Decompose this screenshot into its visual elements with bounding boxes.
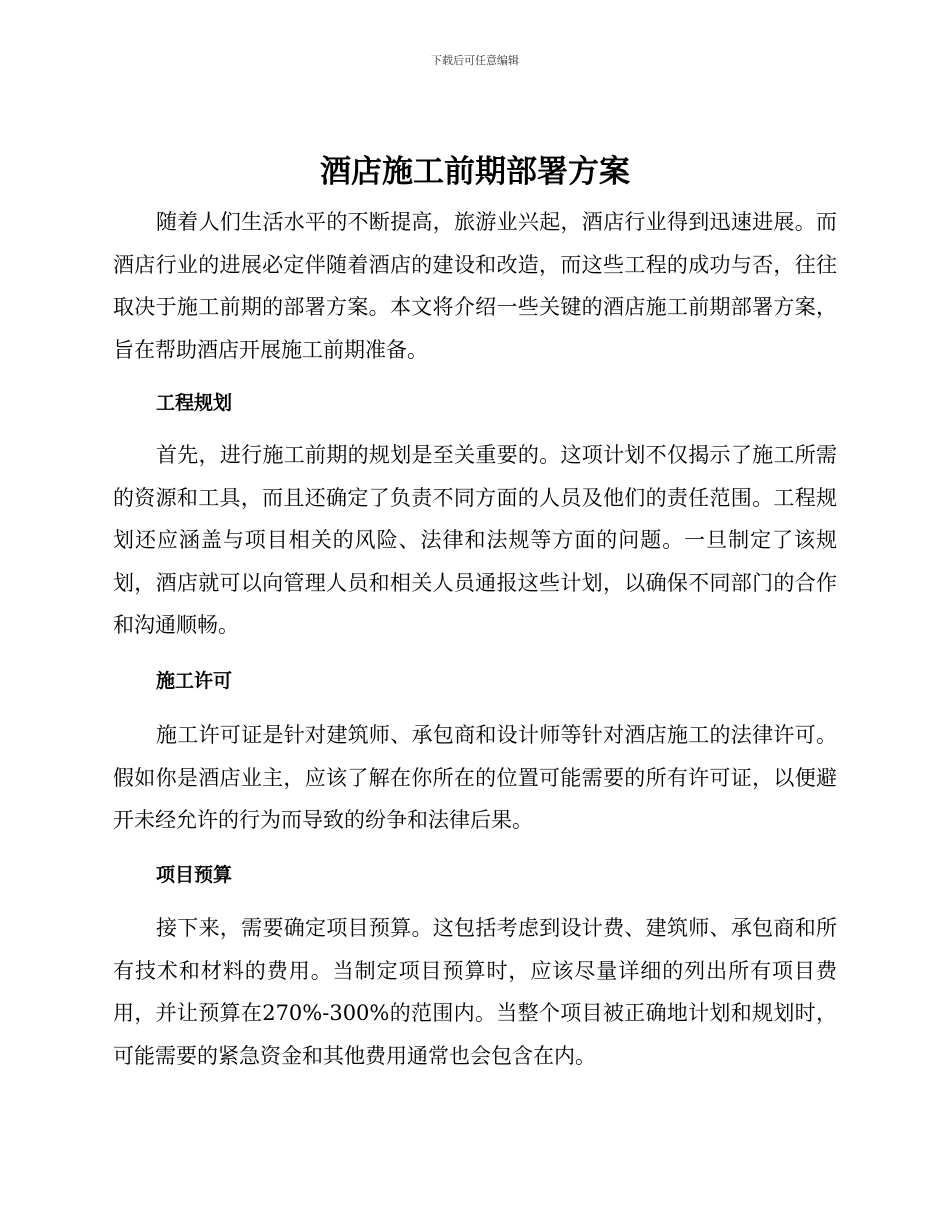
- section-heading-project-planning: 工程规划: [156, 392, 233, 414]
- document-title: 酒店施工前期部署方案: [320, 154, 630, 190]
- page-header-note: 下载后可任意编辑: [431, 54, 519, 67]
- section-body-construction-permit: 施工许可证是针对建筑师、承包商和设计师等针对酒店施工的法律许可。假如你是酒店业主，应该了解在你所在的位置可能需要的所有许可证，以便避开未经允许的行为而导致的纷争和法律后果。: [113, 723, 837, 832]
- section-heading-construction-permit: 施工许可: [156, 670, 233, 692]
- section-heading-project-budget: 项目预算: [156, 864, 233, 886]
- intro-paragraph: 随着人们生活水平的不断提高，旅游业兴起，酒店行业得到迅速进展。而酒店行业的进展必定伴随着酒店的建设和改造，而这些工程的成功与否，往往取决于施工前期的部署方案。本文将介绍一些关键的酒店施工前期部署方案，旨在帮助酒店开展施工前期准备。: [113, 210, 837, 362]
- section-body-project-budget: 接下来，需要确定项目预算。这包括考虑到设计费、建筑师、承包商和所有技术和材料的费用。当制定项目预算时，应该尽量详细的列出所有项目费用，并让预算在270%-300%的范围内。当整个项目被正确地计划和规划时，可能需要的紧急资金和其他费用通常也会包含在内。: [113, 916, 837, 1068]
- section-body-project-planning: 首先，进行施工前期的规划是至关重要的。这项计划不仅揭示了施工所需的资源和工具，而且还确定了负责不同方面的人员及他们的责任范围。工程规划还应涵盖与项目相关的风险、法律和法规等方面的问题。一旦制定了该规划，酒店就可以向管理人员和相关人员通报这些计划，以确保不同部门的合作和沟通顺畅。: [113, 443, 837, 637]
